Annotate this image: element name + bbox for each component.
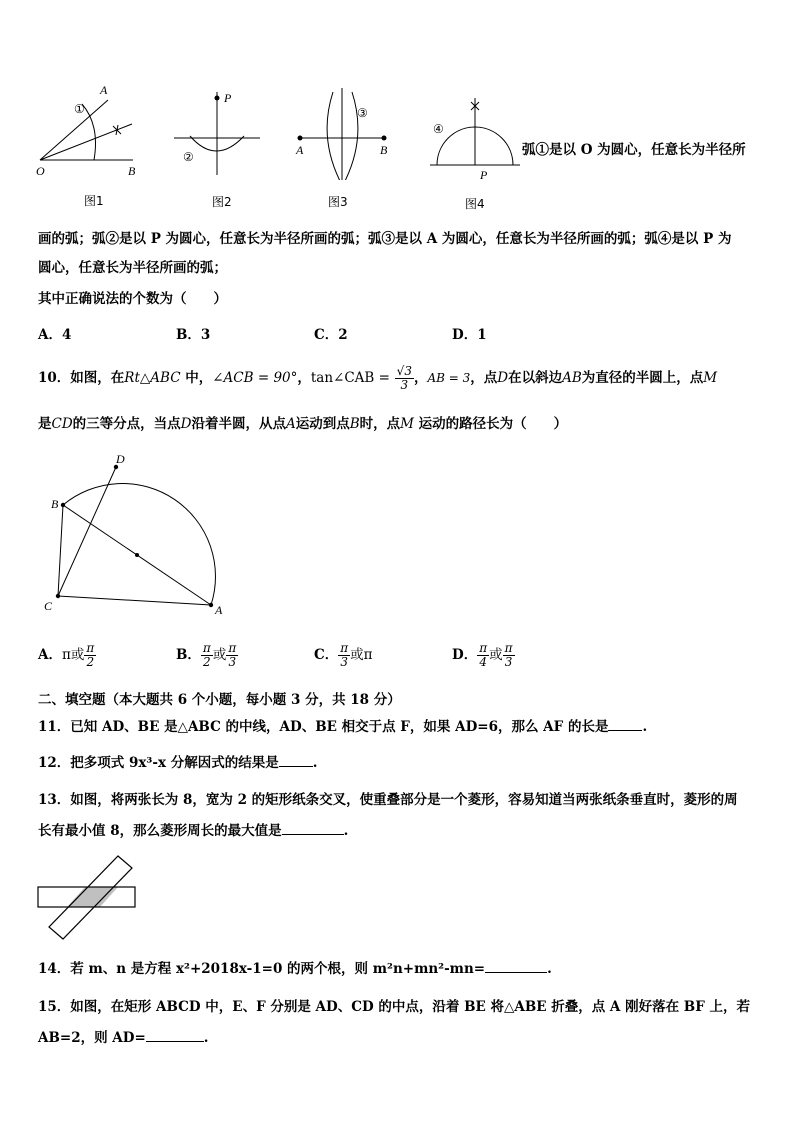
answer-blank[interactable] (485, 972, 547, 973)
frac-num: π (504, 641, 513, 655)
q10-text: ，点 (470, 370, 498, 386)
option-text: 或 (212, 647, 227, 663)
figure-3 (300, 88, 384, 180)
option-text: 或π (350, 647, 373, 663)
frac-num: π (479, 641, 488, 655)
q10-text: 运动到点 (295, 416, 350, 432)
frac-den: 2 (86, 655, 95, 669)
q10-tan-num: √3 (396, 364, 412, 378)
frac-num: π (340, 641, 349, 655)
q10-line2 (38, 415, 567, 433)
q9-text-line1: 弧①是以 O 为圆心，任意长为半径所 (522, 142, 746, 158)
q10-fig-label-A: A (215, 603, 223, 617)
f4-arc-label: ④ (433, 122, 444, 136)
q10-option-b (176, 642, 238, 669)
q10-line1 (38, 364, 717, 392)
q10-ab: AB = 3 (427, 371, 471, 385)
q10-fig-label-C: C (44, 599, 53, 613)
option-fraction (84, 642, 96, 669)
caption-fig4: 图4 (465, 197, 485, 211)
option-label: D． (452, 647, 478, 663)
q10-tan-fraction (395, 365, 414, 392)
f1-arc-label: ① (74, 102, 85, 116)
frac-den: 3 (228, 655, 237, 669)
caption-fig1: 图1 (84, 194, 104, 208)
period: . (203, 1030, 209, 1046)
answer-blank[interactable] (279, 766, 313, 767)
q10-b: B (349, 416, 360, 432)
q10-text: 为直径的半圆上，点 (581, 370, 704, 386)
f2-label-P: P (224, 91, 232, 105)
f3-arc-label: ③ (357, 106, 368, 120)
q10-text: 的三等分点，当点 (72, 416, 181, 432)
option-fraction (201, 642, 213, 669)
q9-option-b: B．3 (176, 327, 211, 343)
f2-point-P (215, 96, 220, 101)
q9-question: 其中正确说法的个数为（ ） (38, 291, 227, 307)
option-fraction (477, 642, 489, 669)
q10-m: M (703, 370, 718, 386)
frac-den: 2 (203, 655, 211, 669)
frac-den: 3 (504, 655, 513, 669)
q10-ab2: AB (562, 370, 582, 386)
option-label: B． (176, 647, 201, 663)
q9-option-d: D．1 (452, 327, 487, 343)
option-text: 或 (489, 647, 503, 663)
caption-fig3: 图3 (328, 195, 348, 209)
q10-a: A (285, 416, 296, 432)
f1-label-O: O (36, 164, 45, 178)
q12-text: 12．把多项式 9x³-x 分解因式的结果是 (38, 755, 279, 771)
frac-num: π (86, 641, 95, 655)
answer-blank[interactable] (282, 834, 344, 835)
q15-line2 (38, 1029, 209, 1047)
q13-line2 (38, 822, 348, 840)
q10-option-d (452, 642, 515, 669)
q15-line1: 15．如图，在矩形 ABCD 中，E、F 分别是 AD、CD 的中点，沿着 BE 将△ABE 折叠，点 A 刚好落在 BF 上，若 (38, 999, 751, 1015)
q10-tan: tan∠CAB = (310, 370, 390, 386)
q10-triangle: △ABC (139, 370, 181, 386)
q10-tan-den: 3 (400, 378, 409, 392)
q15-text: AB=2，则 AD= (38, 1030, 146, 1046)
option-fraction (226, 642, 238, 669)
answer-blank[interactable] (146, 1041, 204, 1042)
option-text: π或 (61, 647, 85, 663)
q10-text: 是 (38, 416, 52, 432)
period: . (343, 823, 349, 839)
q10-text: 运动的路径长为（ ） (413, 416, 568, 432)
option-fraction (503, 642, 515, 669)
q10-fig-label-B: B (51, 497, 59, 511)
f2-arc-label: ② (183, 150, 194, 164)
q11 (38, 718, 647, 736)
period: . (547, 961, 552, 977)
frac-den: 4 (479, 655, 487, 669)
q10-text: ， (413, 370, 428, 386)
q10-text: ， (297, 370, 311, 386)
frac-num: π (202, 641, 211, 655)
q10-rt: Rt (124, 370, 140, 386)
q10-d: D (497, 370, 509, 386)
answer-blank[interactable] (608, 730, 642, 731)
period: . (642, 719, 648, 735)
q9-option-a: A．4 (38, 327, 72, 343)
f3-point-B (382, 136, 387, 141)
f1-label-B: B (128, 164, 136, 178)
q9-figures (30, 80, 530, 180)
section-heading: 二、填空题（本大题共 6 个小题，每小题 3 分，共 18 分） (38, 692, 401, 708)
f1-label-A: A (100, 83, 108, 97)
f4-label-P: P (480, 168, 488, 180)
option-fraction (338, 642, 350, 669)
q13-line1: 13．如图，将两张长为 8，宽为 2 的矩形纸条交叉，使重叠部分是一个菱形，容易知道当两张纸条垂直时，菱形的周 (38, 792, 738, 808)
q9-text-line2: 画的弧；弧②是以 P 为圆心，任意长为半径所画的弧；弧③是以 A 为圆心，任意长为半径所画的弧；弧④是以 P 为 (38, 231, 732, 247)
q10-m: M (400, 416, 414, 432)
f3-label-B: B (380, 143, 388, 157)
q9-text-line3: 圆心，任意长为半径所画的弧； (38, 260, 227, 276)
q10-text: 中， (180, 370, 213, 386)
q10-fig-label-D: D (116, 452, 125, 466)
q10-figure (38, 448, 238, 618)
caption-fig2: 图2 (212, 195, 232, 209)
f3-point-A (298, 136, 303, 141)
q14 (38, 960, 552, 978)
option-label: A． (38, 647, 62, 663)
q10-number: 10．如图，在 (38, 370, 125, 386)
q13-figure (36, 852, 140, 944)
q10-d: D (180, 416, 192, 432)
q10-text: 沿着半圆，从点 (191, 416, 286, 432)
period: . (312, 755, 318, 771)
frac-den: 3 (340, 655, 349, 669)
q10-option-a (38, 642, 96, 669)
q12 (38, 754, 317, 772)
option-label: C． (314, 647, 339, 663)
q13-text: 长有最小值 8，那么菱形周长的最大值是 (38, 823, 282, 839)
q10-cd: CD (51, 416, 73, 432)
q10-text: 在以斜边 (508, 370, 563, 386)
q9-option-c: C．2 (314, 327, 348, 343)
f3-label-A: A (296, 143, 304, 157)
frac-num: π (228, 641, 237, 655)
q10-text: 时，点 (359, 416, 401, 432)
q10-angle: ∠ACB = 90° (212, 370, 298, 386)
figure-1 (40, 100, 133, 160)
q11-text: 11．已知 AD、BE 是△ABC 的中线，AD、BE 相交于点 F，如果 AD=6，那么 AF 的长是 (38, 719, 609, 735)
q14-text: 14．若 m、n 是方程 x²+2018x-1=0 的两个根，则 m²n+mn²-mn= (38, 961, 486, 977)
q10-option-c (314, 642, 373, 669)
